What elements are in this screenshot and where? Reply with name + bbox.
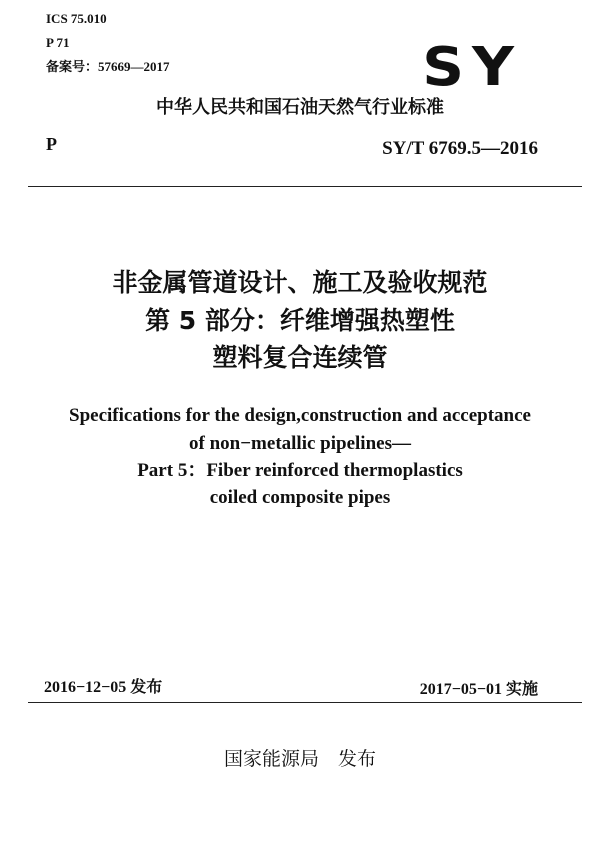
sy-logo: SY [422,35,522,98]
standard-number: SY/T 6769.5—2016 [382,138,538,159]
implementation-date: 2017−05−01 实施 [419,681,538,698]
header-divider [28,186,582,187]
title-en-line-2: of non−metallic pipelines— [189,433,411,454]
title-cn-line-1: 非金属管道设计、施工及验收规范 [112,268,488,297]
p-code: P 71 [46,35,70,50]
registration-number: 备案号：57669—2017 [46,59,170,74]
footer-divider [28,702,582,703]
title-cn-line-2: 第 5 部分：纤维增强热塑性 [145,306,455,335]
title-en-line-4: coiled composite pipes [209,487,391,508]
publisher: 国家能源局 发布 [223,748,376,770]
title-en-line-3: Part 5：Fiber reinforced thermoplastics [137,460,463,481]
issuing-body-title: 中华人民共和国石油天然气行业标准 [156,97,444,118]
title-cn-line-3: 塑料复合连续管 [212,343,388,372]
ics-code: ICS 75.010 [46,11,107,26]
category-letter: P [46,134,57,154]
title-en-line-1: Specifications for the design,construction and acceptance [69,405,531,426]
issue-date: 2016−12−05 发布 [44,679,163,696]
